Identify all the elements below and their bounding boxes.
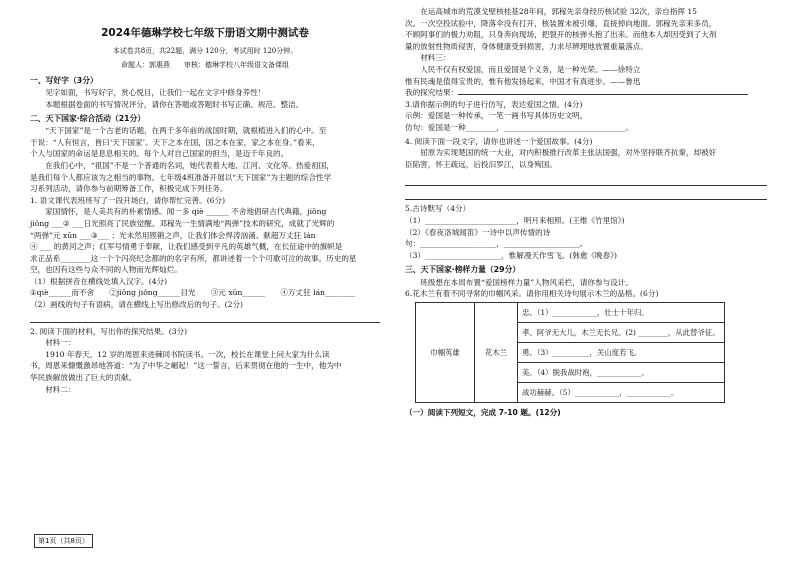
material-2-text: 量的放射性物质侵害，身体健康受到损害，力求尽辨理地放置重量落点。 [405, 41, 648, 51]
answer-line[interactable] [30, 311, 380, 323]
q1-text: ④ ___ 的黄河之声；红军号情勇于奉献，让我们感受到平凡的英雄气概，在长征途中的旗帜是 [30, 242, 343, 252]
exam-info: 本试卷共8页，共22题，满分 120分，考试用时 120分钟。 [112, 46, 298, 55]
question-2: 2. 阅读下面的材料，写出你的探究结果。(3分) [30, 326, 188, 336]
section-2-heading: 二、天下国家·综合活动（21分） [30, 113, 146, 123]
q3-fill[interactable]: 仿句：爱国是一种________，________________________________。 [405, 122, 633, 132]
question-4: 4. 阅读下面一段文字，请你也讲述一个爱国故事。(4分) [405, 136, 593, 146]
mulan-table [415, 302, 725, 403]
question-6: 6.花木兰有着不同寻常的巾帼风采。请你用相关诗句展示木兰的品格。(6分) [405, 289, 659, 299]
material-3-text: 人民不仅有权爱国，而且爱国是个义务，是一种光荣。——徐特立 [420, 64, 641, 74]
material-2-text: 不顾阿事们的极力劝阻，只身奔向现场，把裂开的核弹头抱了出来。而他本人却因受到了大剂 [405, 30, 717, 40]
table-row[interactable]: 美。（4）脱我战时袍，____________。 [518, 363, 725, 383]
table-row[interactable]: 勇。（3）__________，关山度若飞。 [518, 343, 725, 363]
q1-text: jiǒng ___② ___日光照亮了民族觉醒。邓稼先一生情满地“两弹”技术的研究，成就了光辉的 [30, 218, 335, 228]
q3-example: 示例：爱国是一种传承，一笔一画书写具体历史文明。 [405, 111, 588, 121]
left-column [30, 6, 380, 395]
s2-paragraph: 在我们心中，“祖国”不是一个普通的名词，她代表着大地、江河、文化等。热爱祖国， [45, 160, 334, 170]
s2-paragraph: 习系列活动，请你参与前期筹备工作，积极完成下列任务。 [30, 184, 228, 194]
material-3-text: 惟有民魂是值得宝贵的，惟有他发扬起来，中国才有真进步。——鲁迅 [405, 76, 641, 86]
q1-text: “两弹”元 xūn ___③___ ；光未然用铿锵之声，让我们体会悍涛汹涌、献超万丈狂 lán [30, 230, 316, 240]
q1-text: 求正品系________这一个个闪亮纪念都的的名字有所，都讲述着一个个可歌可泣的故事。历史的星 [30, 253, 357, 263]
table-row[interactable]: 孝。阿爷无大儿，木兰无长兄。(2) ________，从此替爷征。 [518, 323, 725, 343]
answer-line[interactable] [405, 174, 767, 186]
material-1-text: 华民族解放做出了巨大的贡献。 [30, 373, 137, 383]
exam-authors: 命题人：郭惠燕 审核：德琳学校八年级语文备课组 [121, 61, 289, 70]
table-hero-cell: 巾帼英雄 [416, 303, 475, 403]
s3-paragraph: 班级想在本周布置“爱国榜样力量”人物风采栏，请你参与设计。 [420, 277, 633, 287]
q5-item-2-fill[interactable]: 句：____________________，____________________。 [405, 239, 588, 249]
q5-item-2: （2）《春夜洛城闻笛》一诗中以声传情的诗 [405, 227, 551, 237]
table-row[interactable]: 战功赫赫。（5）____________，____________。 [518, 383, 725, 403]
explore-result-text: 我的探究结果： [405, 88, 459, 98]
question-5: 5.古诗默写（4分） [405, 204, 471, 214]
q4-text: 臣陷害，怀王疏远，后投汨罗江，以身殉国。 [405, 159, 557, 169]
material-2-label: 材料二： [45, 384, 76, 394]
s1-paragraph: 见字如面，书写好字，赏心悦目，让我们一起在文字中修身养性！ [45, 88, 266, 98]
s2-paragraph: “天下国家”是一个古老的话题，在两千多年前的战国时期，就根植进入们的心中。至 [45, 126, 327, 136]
answer-line[interactable] [405, 188, 767, 200]
right-column [405, 6, 767, 419]
material-1-text: 书，周恩来慷慨激昂地答道：“为了中华之崛起！”这一誓言，后来贯彻在他的一生中，他为中 [30, 361, 342, 371]
q4-text: 屈原为实现楚国的统一大业，对内积极推行改革主张法国强，对外坚持联齐抗秦，却被奸 [420, 148, 717, 158]
section-1-heading: 一、写好字（3分） [30, 75, 98, 85]
explore-result-label[interactable] [405, 87, 767, 99]
s1-paragraph: 本题根据卷面的书写情况评分，请你在答题或答题时书写正确、规范、整洁。 [45, 99, 304, 109]
q1-text: 空，也因有这些与众不同的人物而光辉灿烂。 [30, 265, 182, 275]
table-name-cell: 花木兰 [475, 303, 518, 403]
question-1: 1. 语文课代表班班写了一段开场白，请你帮忙完善。(6分) [30, 195, 226, 205]
q5-item-1[interactable]: （1）________________________，明月来相照。(王维《竹里馆》) [405, 215, 625, 225]
explore-answer-line[interactable] [458, 94, 748, 95]
exam-title: 2024年德琳学校七年级下册语文期中测试卷 [101, 27, 309, 39]
section-3-heading: 三、天下国家·榜样力量（29分） [405, 265, 521, 275]
q1-text: 家国情怀，是人美共有的朴素情感。闻一多 qiè ______ 不舍地倡研古代典籍，jiǒng [45, 207, 327, 217]
reading-part-1: （一）阅读下列短文，完成 7-10 题。(12分) [405, 408, 561, 418]
page-number: 第1页（共8页） [34, 534, 93, 548]
material-3-label: 材料三： [420, 53, 451, 63]
q1-options[interactable]: ①qiè______而不舍 ②jiǒng jiǒng______目光 ③元 xūn______ ④万丈狂 lán________ [30, 288, 356, 298]
q5-item-3[interactable]: （3）____________________，惟解漫天作雪飞。(韩愈《晚春》) [405, 250, 617, 260]
s2-paragraph: 个人与国家的命运是息息相关的。每个人对自己国家的担当，是迈千年良的。 [30, 149, 289, 159]
s2-paragraph: 是我们每个人都应该为之相当的事物。七年级4班准备开展以“天下国家”为主题的综合性学 [30, 172, 332, 182]
q1-sub-2: （2）画线的句子有语病，请在横线上写出修改后的句子。(2分) [30, 300, 244, 310]
material-1-text: 1910 年春天，12 岁的周恩来进棘同书院读书。一次，校长在课堂上问大家为什么读 [45, 349, 330, 359]
material-2-text: 在运高城市的荒漠戈壁核桂基28年间，郭稼先亲身经历核试验 32次，亲自指挥 15 [420, 7, 697, 16]
q1-sub-1: （1）根据拼音在横线处填入汉字。(4分) [30, 276, 168, 286]
material-2-text: 次。一次空投试验中，降落伞没有打开，核装置未被引爆，直接掉向地面。郭稼先亲来多员， [405, 18, 717, 28]
question-3: 3.请你据示例的句子进行仿写，表达爱国之情。(4分) [405, 99, 583, 109]
s2-paragraph: 于说：“人有恒言，皆曰‘天下国家’。天下之本在国，国之本在家，家之本在身。”看来， [30, 137, 320, 147]
table-row[interactable]: 忠。（1）____________，壮士十年归。 [518, 303, 725, 323]
material-1-label: 材料一： [45, 338, 76, 348]
